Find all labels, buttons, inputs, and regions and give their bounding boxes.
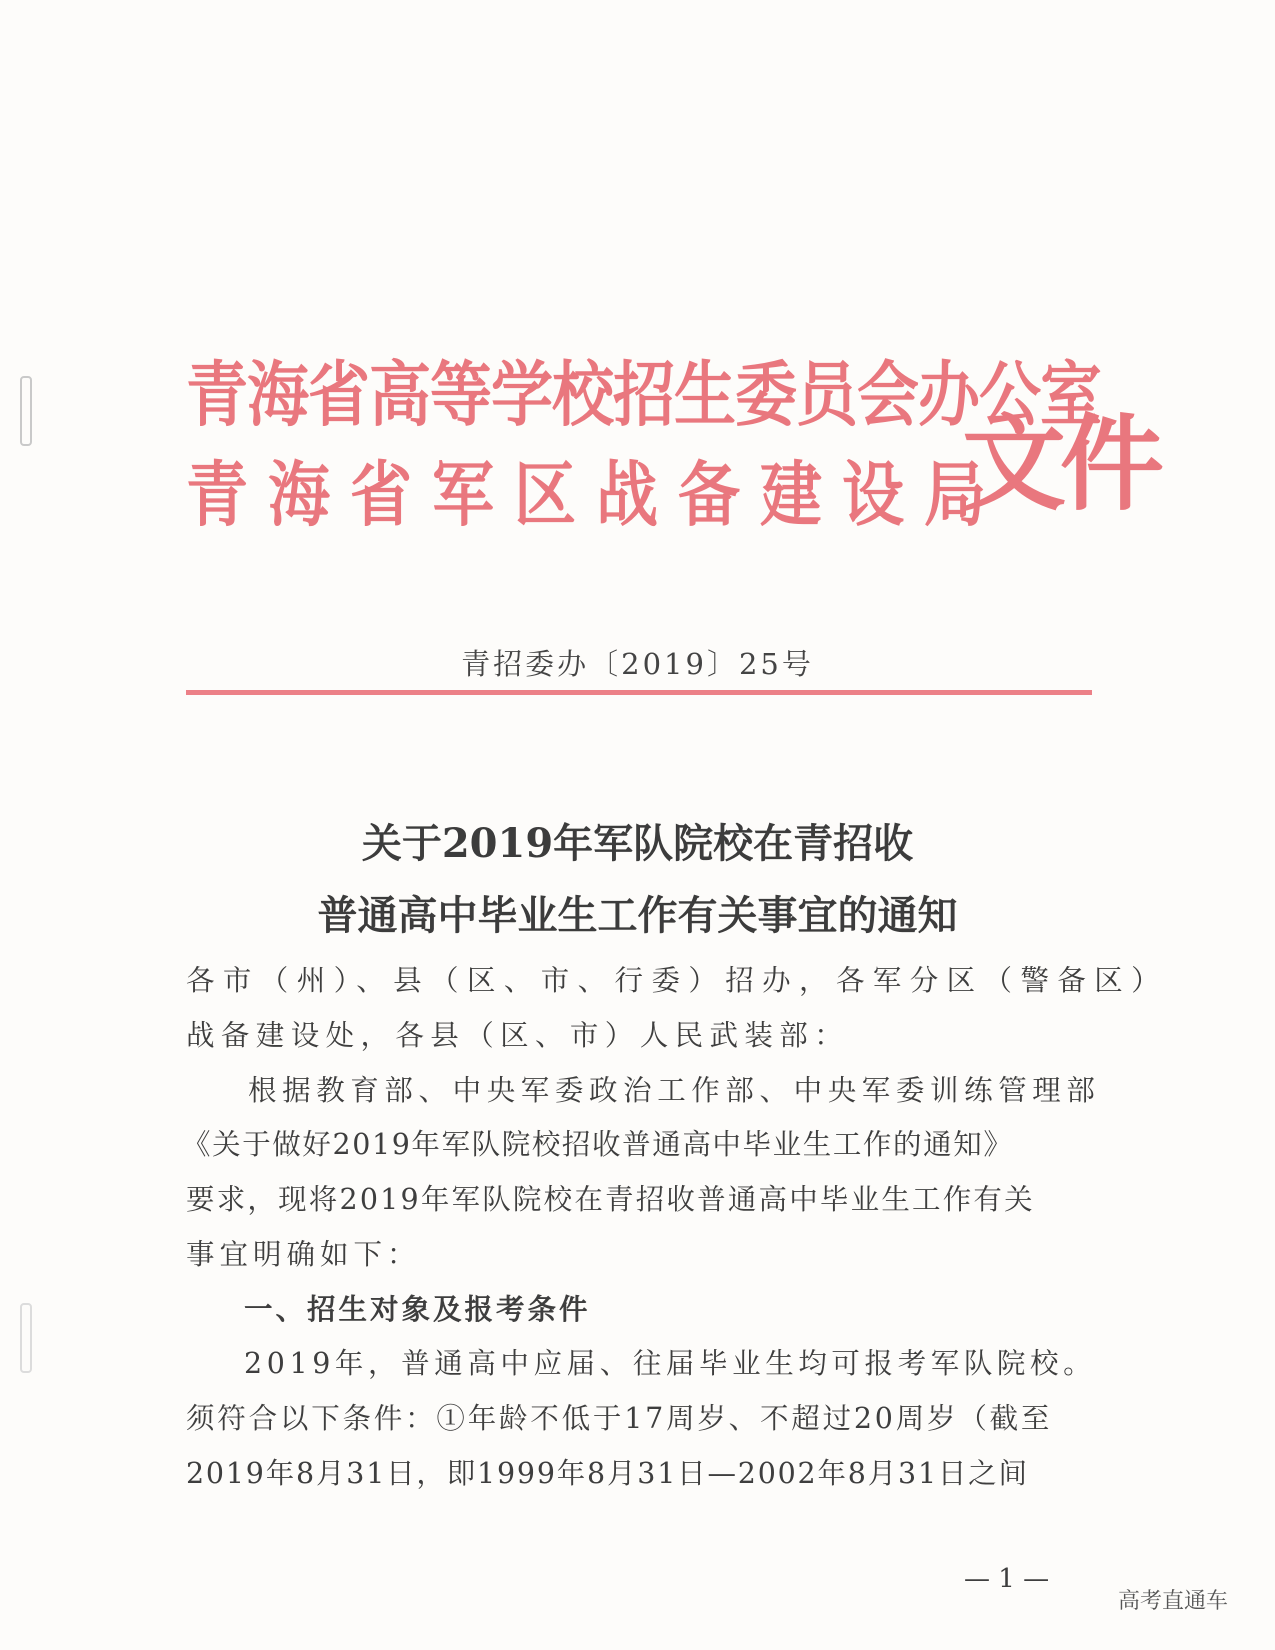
document-type-label: 文件 [962,402,1159,525]
binding-staple-bottom [20,1303,32,1373]
body-line: 根据教育部、中央军委政治工作部、中央军委训练管理部 [248,1074,1101,1107]
document-title-line-1: 关于2019年军队院校在青招收 [361,820,914,867]
red-divider [186,690,1092,695]
body-line: 战备建设处，各县（区、市）人民武装部： [186,1019,850,1052]
page-number: — 1 — [964,1564,1050,1594]
body-line: 要求，现将2019年军队院校在青招收普通高中毕业生工作有关 [186,1183,1035,1216]
binding-staple-top [20,376,32,446]
body-line: 2019年，普通高中应届、往届毕业生均可报考军队院校。 [244,1347,1097,1380]
body-line: 《关于做好2019年军队院校招收普通高中毕业生工作的通知》 [182,1128,1014,1161]
body-line: 须符合以下条件：①年龄不低于17周岁、不超过20周岁（截至 [186,1402,1053,1435]
body-line: 事宜明确如下： [186,1238,421,1271]
issuer-name-1: 青海省高等学校招生委员会办公室 [186,352,1102,437]
issuer-name-2: 青海省军区战备建设局 [186,452,1007,537]
section-heading: 一、招生对象及报考条件 [244,1293,591,1326]
body-line: 2019年8月31日，即1999年8月31日—2002年8月31日之间 [186,1457,1029,1490]
body-line: 各市（州）、县（区、市、行委）招办，各军分区（警备区） [186,964,1169,997]
document-number: 青招委办〔2019〕25号 [461,647,814,681]
document-title-line-2: 普通高中毕业生工作有关事宜的通知 [317,892,958,939]
source-watermark: 高考直通车 [1118,1589,1229,1614]
